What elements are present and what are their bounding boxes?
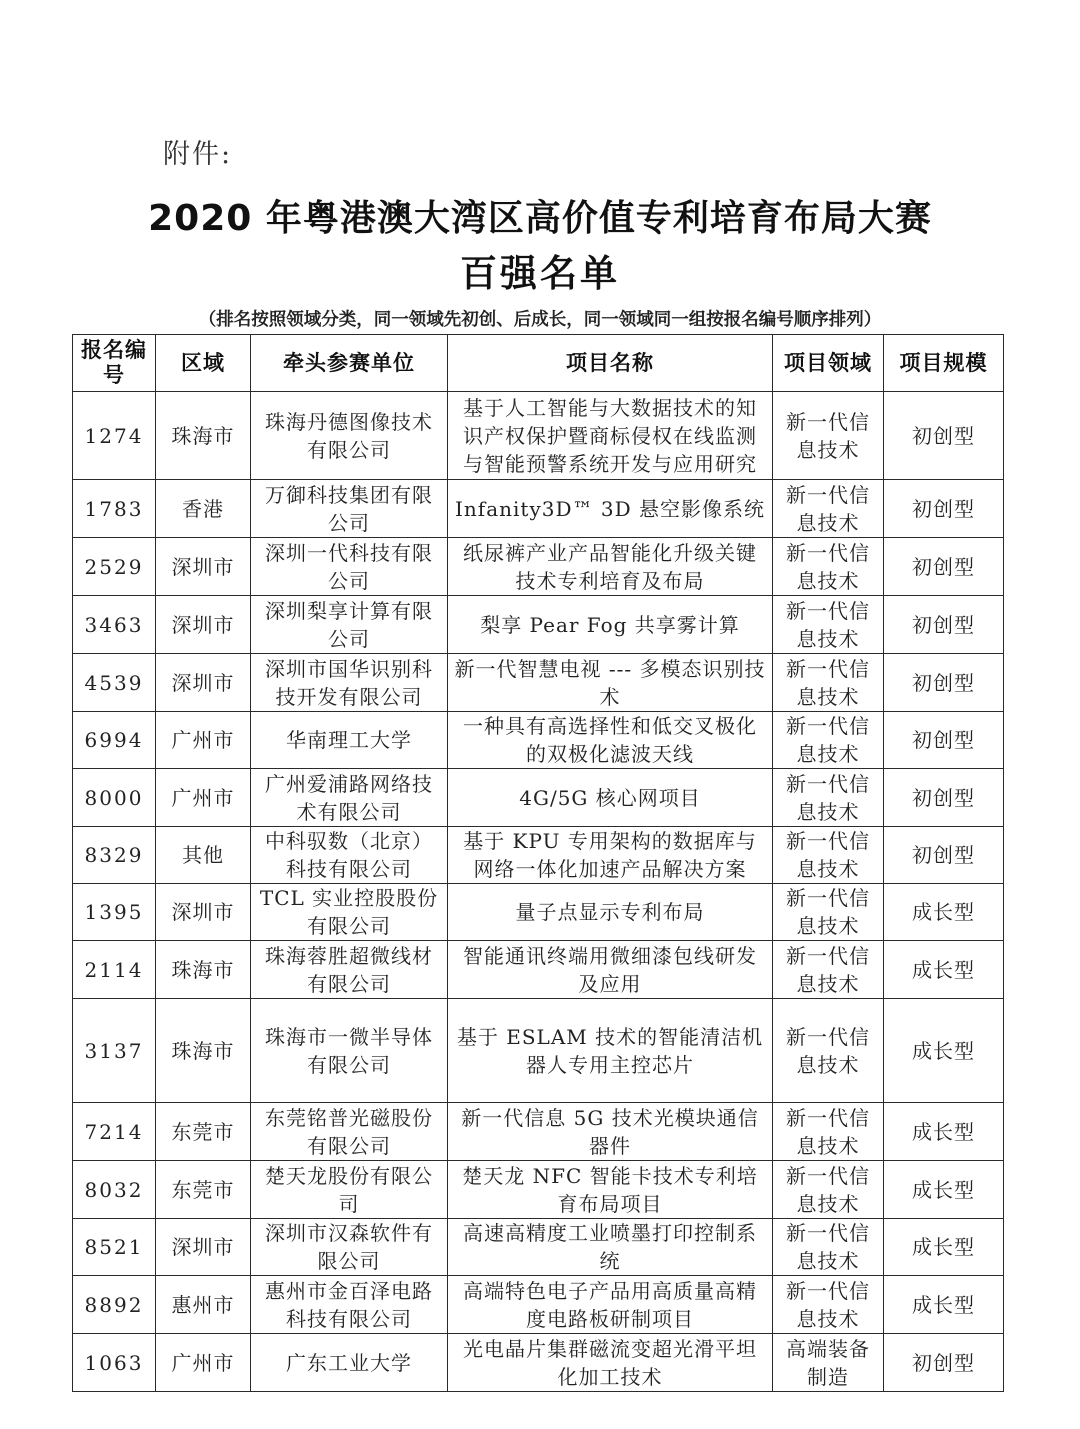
cell-scale: 初创型 xyxy=(884,392,1004,480)
cell-unit: 广东工业大学 xyxy=(251,1334,448,1392)
table-header-row xyxy=(73,335,1004,392)
cell-region: 珠海市 xyxy=(156,999,251,1103)
cell-id: 3137 xyxy=(73,999,156,1103)
cell-field: 新一代信息技术 xyxy=(773,884,884,941)
cell-project: 基于 KPU 专用架构的数据库与网络一体化加速产品解决方案 xyxy=(448,827,773,884)
cell-region: 深圳市 xyxy=(156,1219,251,1276)
header-scale: 项目规模 xyxy=(884,335,1004,392)
cell-scale: 成长型 xyxy=(884,1219,1004,1276)
cell-region: 广州市 xyxy=(156,712,251,769)
cell-scale: 成长型 xyxy=(884,884,1004,941)
cell-id: 7214 xyxy=(73,1103,156,1161)
header-unit: 牵头参赛单位 xyxy=(251,335,448,392)
table-row xyxy=(73,769,1004,827)
table-row xyxy=(73,480,1004,538)
cell-unit: 珠海蓉胜超微线材有限公司 xyxy=(251,941,448,999)
cell-project: Infanity3D™ 3D 悬空影像系统 xyxy=(448,480,773,538)
cell-region: 广州市 xyxy=(156,1334,251,1392)
cell-project: 基于人工智能与大数据技术的知识产权保护暨商标侵权在线监测与智能预警系统开发与应用研究 xyxy=(448,392,773,480)
table-row xyxy=(73,1103,1004,1161)
cell-scale: 初创型 xyxy=(884,1334,1004,1392)
cell-field: 新一代信息技术 xyxy=(773,596,884,654)
table-row xyxy=(73,941,1004,999)
cell-field: 新一代信息技术 xyxy=(773,480,884,538)
cell-field: 新一代信息技术 xyxy=(773,941,884,999)
cell-scale: 成长型 xyxy=(884,941,1004,999)
ranking-note: （排名按照领域分类，同一领域先初创、后成长，同一领域同一组按报名编号顺序排列） xyxy=(198,310,882,330)
cell-scale: 初创型 xyxy=(884,827,1004,884)
cell-unit: 深圳市汉森软件有限公司 xyxy=(251,1219,448,1276)
cell-id: 8000 xyxy=(73,769,156,827)
cell-project: 新一代智慧电视 --- 多模态识别技术 xyxy=(448,654,773,712)
header-region: 区域 xyxy=(156,335,251,392)
cell-scale: 初创型 xyxy=(884,712,1004,769)
cell-unit: TCL 实业控股股份有限公司 xyxy=(251,884,448,941)
cell-scale: 初创型 xyxy=(884,538,1004,596)
cell-scale: 成长型 xyxy=(884,1161,1004,1219)
cell-project: 4G/5G 核心网项目 xyxy=(448,769,773,827)
cell-project: 光电晶片集群磁流变超光滑平坦化加工技术 xyxy=(448,1334,773,1392)
cell-field: 新一代信息技术 xyxy=(773,538,884,596)
cell-unit: 深圳一代科技有限公司 xyxy=(251,538,448,596)
cell-id: 1783 xyxy=(73,480,156,538)
cell-unit: 深圳市国华识别科技开发有限公司 xyxy=(251,654,448,712)
table-row xyxy=(73,596,1004,654)
cell-project: 新一代信息 5G 技术光模块通信器件 xyxy=(448,1103,773,1161)
cell-region: 东莞市 xyxy=(156,1103,251,1161)
cell-project: 高端特色电子产品用高质量高精度电路板研制项目 xyxy=(448,1276,773,1334)
cell-project: 基于 ESLAM 技术的智能清洁机器人专用主控芯片 xyxy=(448,999,773,1103)
cell-project: 一种具有高选择性和低交叉极化的双极化滤波天线 xyxy=(448,712,773,769)
table-row xyxy=(73,654,1004,712)
cell-id: 6994 xyxy=(73,712,156,769)
cell-field: 新一代信息技术 xyxy=(773,827,884,884)
cell-scale: 初创型 xyxy=(884,596,1004,654)
table-row xyxy=(73,712,1004,769)
cell-field: 新一代信息技术 xyxy=(773,1276,884,1334)
cell-id: 4539 xyxy=(73,654,156,712)
cell-unit: 深圳梨享计算有限公司 xyxy=(251,596,448,654)
table-row xyxy=(73,1334,1004,1392)
table-row xyxy=(73,538,1004,596)
cell-project: 智能通讯终端用微细漆包线研发及应用 xyxy=(448,941,773,999)
cell-project: 纸尿裤产业产品智能化升级关键技术专利培育及布局 xyxy=(448,538,773,596)
cell-region: 深圳市 xyxy=(156,884,251,941)
cell-id: 1274 xyxy=(73,392,156,480)
cell-id: 1395 xyxy=(73,884,156,941)
cell-project: 量子点显示专利布局 xyxy=(448,884,773,941)
cell-unit: 珠海丹德图像技术有限公司 xyxy=(251,392,448,480)
header-field: 项目领域 xyxy=(773,335,884,392)
table-row xyxy=(73,827,1004,884)
cell-region: 其他 xyxy=(156,827,251,884)
cell-field: 高端装备制造 xyxy=(773,1334,884,1392)
cell-scale: 成长型 xyxy=(884,1276,1004,1334)
cell-scale: 成长型 xyxy=(884,1103,1004,1161)
cell-id: 8521 xyxy=(73,1219,156,1276)
cell-region: 广州市 xyxy=(156,769,251,827)
cell-region: 珠海市 xyxy=(156,392,251,480)
table-body xyxy=(73,392,1004,1392)
cell-region: 香港 xyxy=(156,480,251,538)
cell-field: 新一代信息技术 xyxy=(773,1219,884,1276)
cell-field: 新一代信息技术 xyxy=(773,1161,884,1219)
cell-field: 新一代信息技术 xyxy=(773,654,884,712)
table-row xyxy=(73,884,1004,941)
cell-region: 深圳市 xyxy=(156,654,251,712)
table-row xyxy=(73,1161,1004,1219)
cell-project: 高速高精度工业喷墨打印控制系统 xyxy=(448,1219,773,1276)
cell-scale: 初创型 xyxy=(884,654,1004,712)
table-row xyxy=(73,1219,1004,1276)
cell-region: 惠州市 xyxy=(156,1276,251,1334)
table-row xyxy=(73,999,1004,1103)
cell-scale: 成长型 xyxy=(884,999,1004,1103)
cell-region: 深圳市 xyxy=(156,596,251,654)
header-project: 项目名称 xyxy=(448,335,773,392)
table-row xyxy=(73,392,1004,480)
cell-id: 3463 xyxy=(73,596,156,654)
cell-region: 东莞市 xyxy=(156,1161,251,1219)
cell-id: 8032 xyxy=(73,1161,156,1219)
cell-id: 1063 xyxy=(73,1334,156,1392)
page-subtitle: 百强名单 xyxy=(460,252,620,295)
cell-project: 梨享 Pear Fog 共享雾计算 xyxy=(448,596,773,654)
attachment-label: 附件: xyxy=(163,139,233,170)
top100-table xyxy=(72,334,1004,1392)
cell-unit: 楚天龙股份有限公司 xyxy=(251,1161,448,1219)
table-row xyxy=(73,1276,1004,1334)
cell-unit: 惠州市金百泽电路科技有限公司 xyxy=(251,1276,448,1334)
cell-unit: 华南理工大学 xyxy=(251,712,448,769)
cell-id: 2114 xyxy=(73,941,156,999)
cell-scale: 初创型 xyxy=(884,480,1004,538)
cell-unit: 珠海市一微半导体有限公司 xyxy=(251,999,448,1103)
cell-unit: 广州爱浦路网络技术有限公司 xyxy=(251,769,448,827)
cell-unit: 中科驭数（北京）科技有限公司 xyxy=(251,827,448,884)
cell-region: 珠海市 xyxy=(156,941,251,999)
cell-project: 楚天龙 NFC 智能卡技术专利培育布局项目 xyxy=(448,1161,773,1219)
cell-scale: 初创型 xyxy=(884,769,1004,827)
cell-id: 8329 xyxy=(73,827,156,884)
cell-field: 新一代信息技术 xyxy=(773,712,884,769)
cell-unit: 东莞铭普光磁股份有限公司 xyxy=(251,1103,448,1161)
cell-region: 深圳市 xyxy=(156,538,251,596)
cell-field: 新一代信息技术 xyxy=(773,769,884,827)
header-id: 报名编号 xyxy=(73,335,156,392)
cell-id: 8892 xyxy=(73,1276,156,1334)
cell-unit: 万御科技集团有限公司 xyxy=(251,480,448,538)
cell-id: 2529 xyxy=(73,538,156,596)
page-title: 2020 年粤港澳大湾区高价值专利培育布局大赛 xyxy=(148,198,932,239)
cell-field: 新一代信息技术 xyxy=(773,1103,884,1161)
cell-field: 新一代信息技术 xyxy=(773,392,884,480)
cell-field: 新一代信息技术 xyxy=(773,999,884,1103)
